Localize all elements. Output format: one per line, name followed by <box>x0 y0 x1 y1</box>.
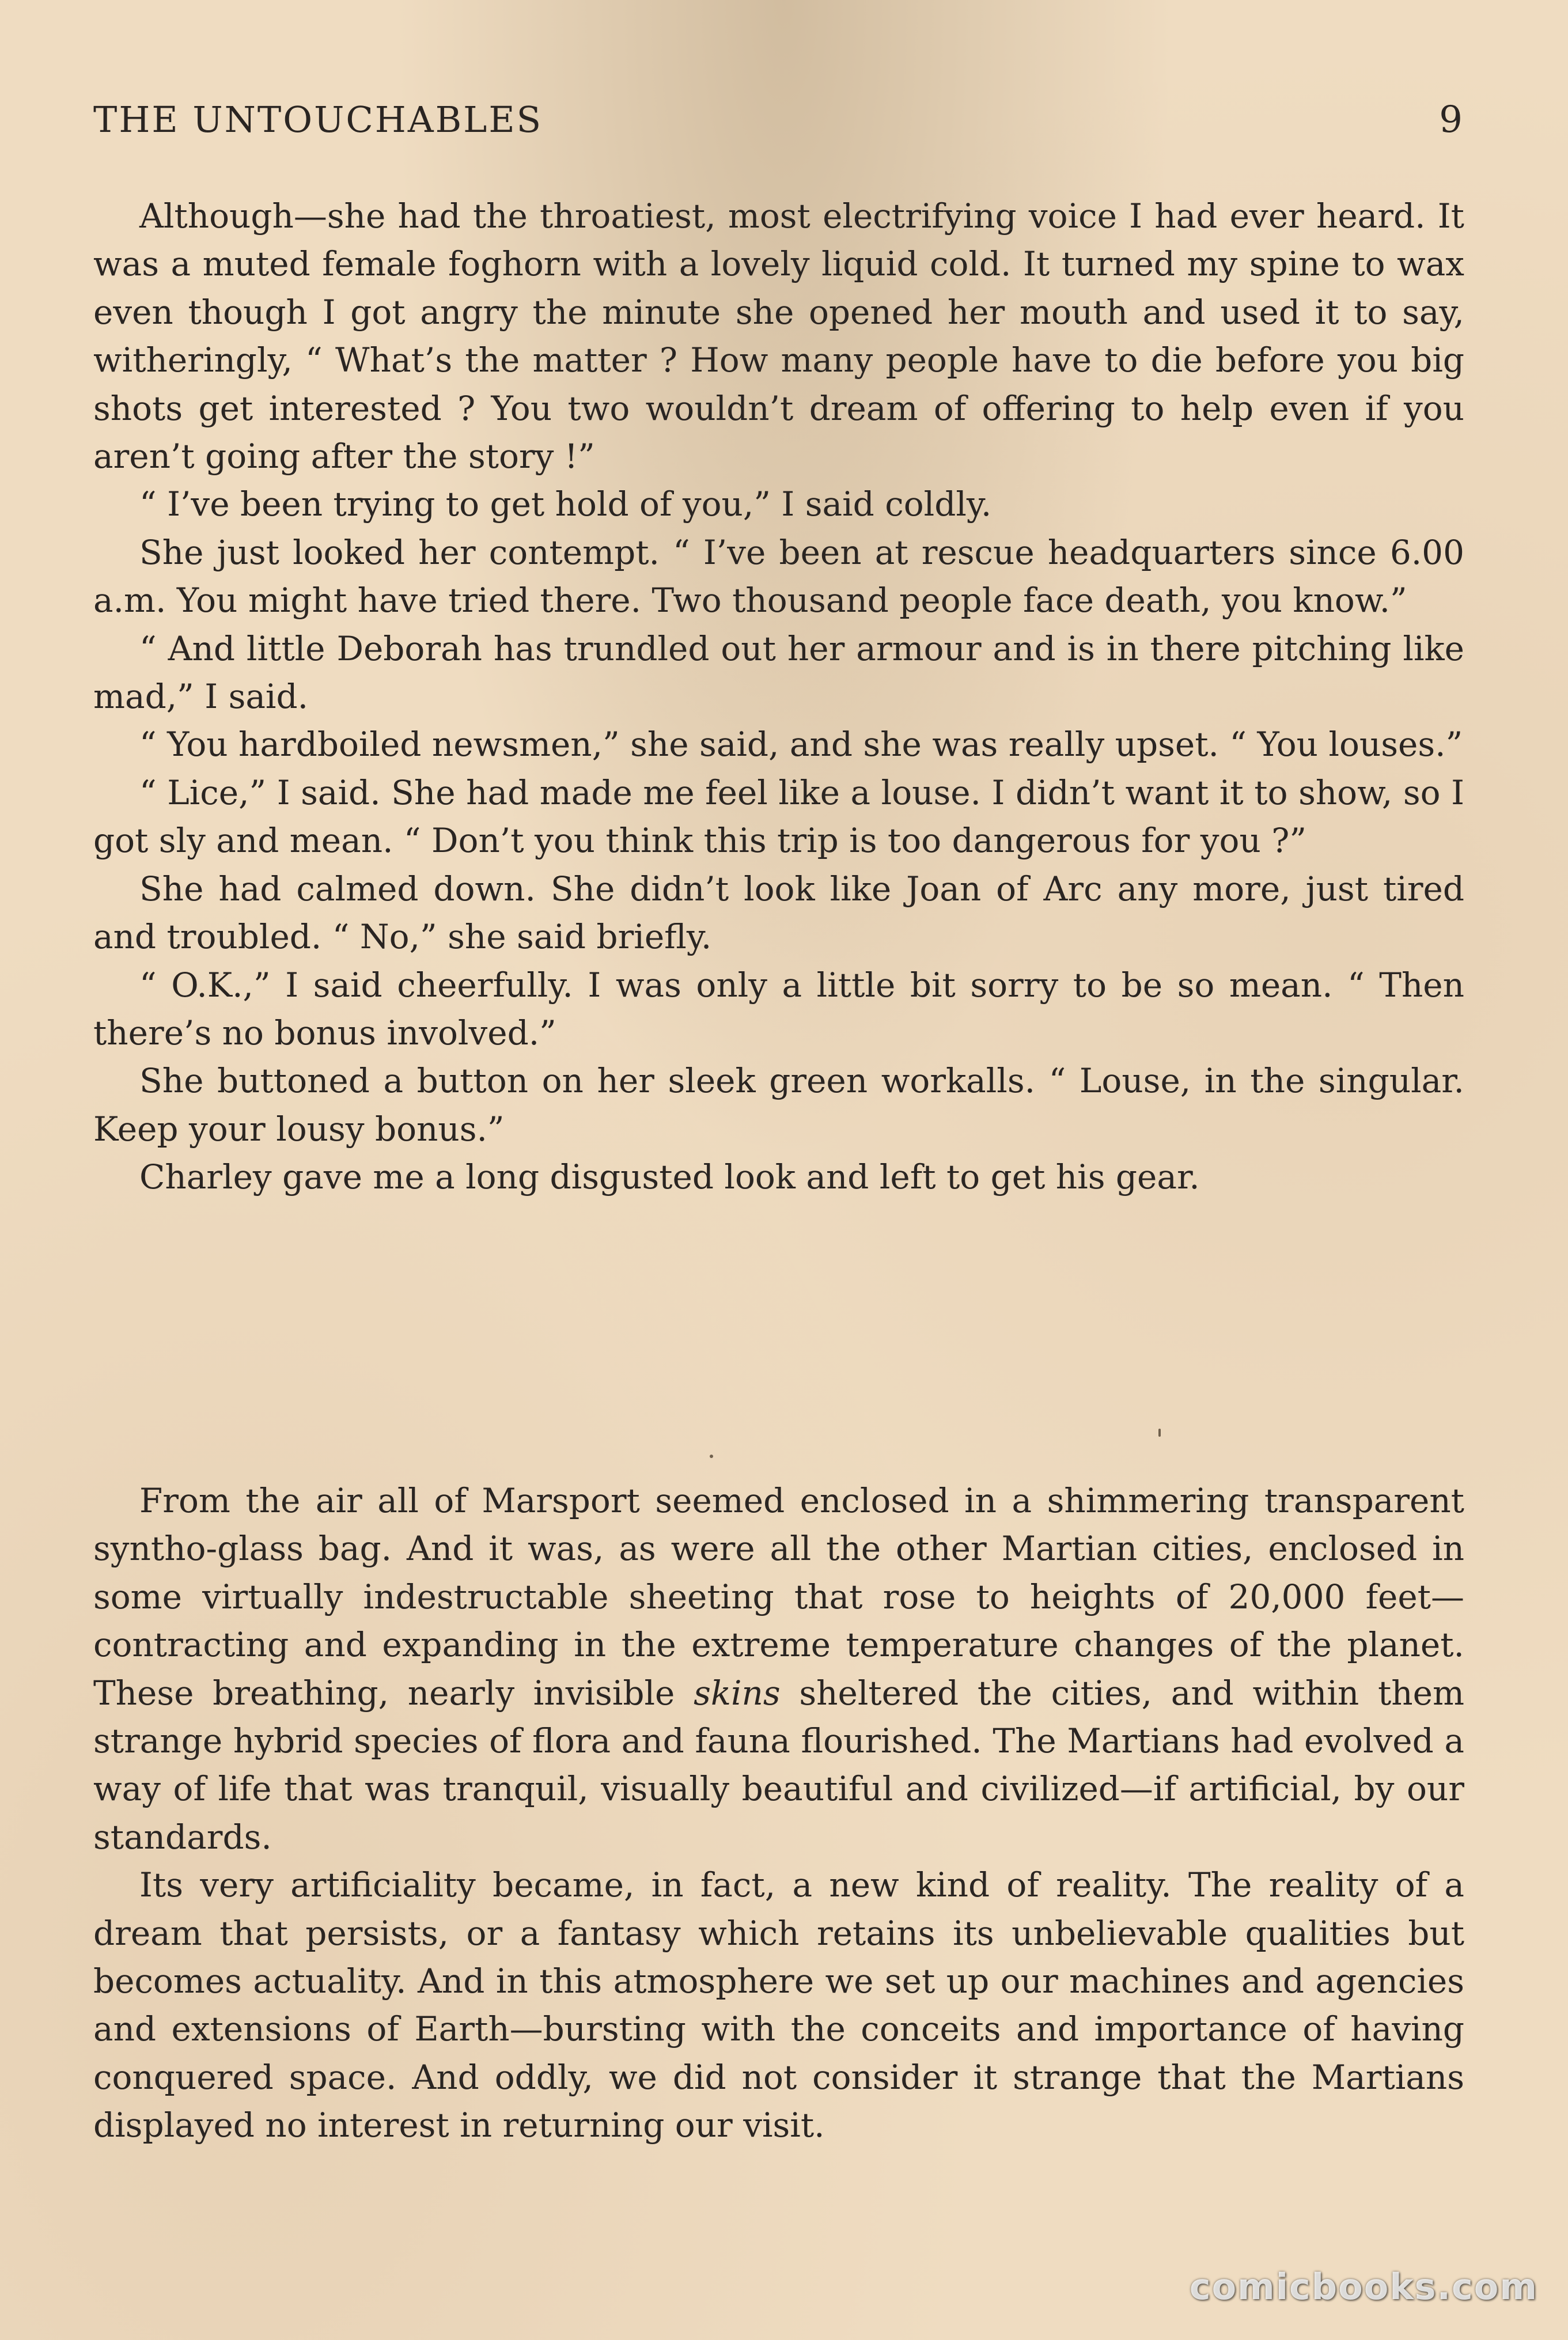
paragraph: She had calmed down. She didn’t look like Joan of Arc any more, just tired and troubled. “ No,” she said briefly. <box>93 869 1464 957</box>
paragraph-text: From the air all of Marsport seemed enclosed in a shimmering transparent syntho-glass bag. And it was, as were all the other Martian cities, enclosed in some virtually indestructable sheeting that rose to heights of 20,000 feet—contracting and expanding in the extreme temperature changes of the planet. These breathing, nearly invisible <box>93 1481 1464 1713</box>
running-title: THE UNTOUCHABLES <box>93 99 543 141</box>
paragraph: “ Lice,” I said. She had made me feel like a louse. I didn’t want it to show, so I got sly and mean. “ Don’t you think this trip is too dangerous for you ?” <box>93 773 1464 861</box>
watermark: comicbooks.com <box>1189 2266 1538 2308</box>
paragraph <box>93 1477 1464 1861</box>
paragraph: She buttoned a button on her sleek green workalls. “ Louse, in the singular. Keep your lousy bonus.” <box>93 1061 1464 1149</box>
paragraph: Although—she had the throatiest, most electrifying voice I had ever heard. It was a muted female foghorn with a lovely liquid cold. It turned my spine to wax even though I got angry the minute she opened her mouth and used it to say, witheringly, “ What’s the matter ? How many people have to die before you big shots get interested ? You two wouldn’t dream of offering to help even if you aren’t going after the story !” <box>93 196 1464 476</box>
paragraph: Its very artificiality became, in fact, a new kind of reality. The reality of a dream that persists, or a fantasy which retains its unbelievable qualities but becomes actuality. And in this atmosphere we set up our machines and agencies and extensions of Earth—bursting with the conceits and importance of having conquered space. And oddly, we did not consider it strange that the Martians displayed no interest in returning our visit. <box>93 1865 1464 2145</box>
page-number: 9 <box>1439 99 1464 141</box>
paragraph: “ I’ve been trying to get hold of you,” I said coldly. <box>139 484 992 524</box>
paragraph: Charley gave me a long disgusted look and left to get his gear. <box>139 1157 1200 1197</box>
paragraph: “ O.K.,” I said cheerfully. I was only a little bit sorry to be so mean. “ Then there’s no bonus involved.” <box>93 965 1464 1052</box>
paper-speck <box>1158 1429 1161 1437</box>
section-two <box>93 1477 1464 2150</box>
paragraph: “ And little Deborah has trundled out her armour and is in there pitching like mad,” I said. <box>93 628 1464 717</box>
emphasis-text: skins <box>694 1673 781 1713</box>
paragraph: “ You hardboiled newsmen,” she said, and she was really upset. “ You louses.” <box>139 725 1463 764</box>
paragraph-text: sheltered the cities, and within them strange hybrid species of flora and fauna flourished. The Martians had evolved a way of life that was tranquil, visually beautiful and civilized—if artificial, by our standards. <box>93 1673 1464 1857</box>
running-header <box>93 97 1464 143</box>
section-one <box>93 192 1464 1202</box>
paper-speck <box>710 1455 713 1458</box>
paragraph: She just looked her contempt. “ I’ve been at rescue headquarters since 6.00 a.m. You might have tried there. Two thousand people face death, you know.” <box>93 532 1464 620</box>
